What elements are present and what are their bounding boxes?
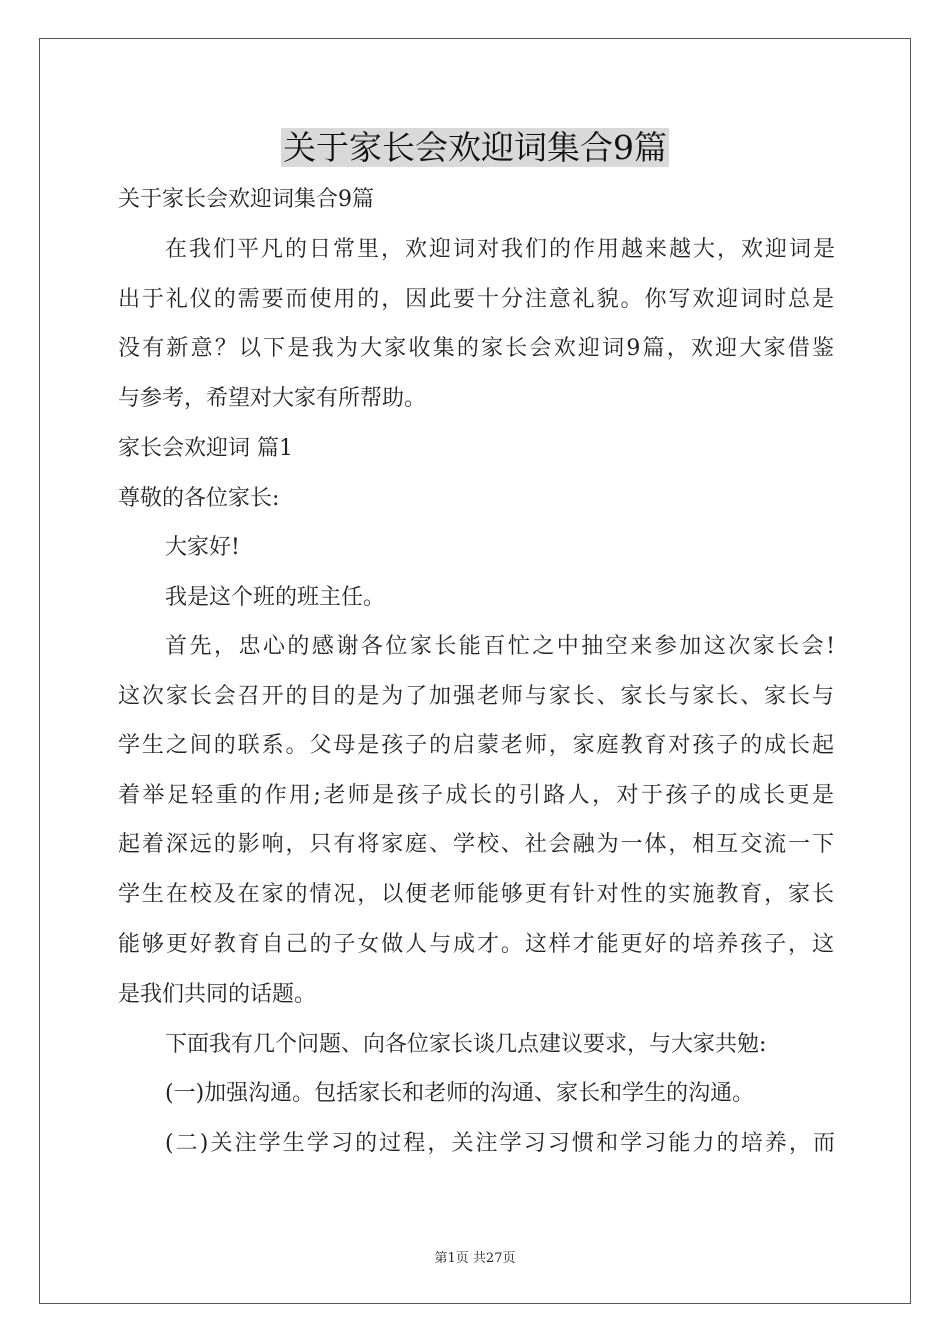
text-line: 是我们共同的话题。 [118, 982, 317, 1007]
text-line: 学生之间的联系。父母是孩子的启蒙老师，家庭教育对孩子的成长起 [118, 733, 834, 758]
text-line: 首先，忠心的感谢各位家长能百忙之中抽空来参加这次家长会! [165, 634, 835, 659]
subtitle-line: 关于家长会欢迎词集合9篇 [118, 187, 374, 212]
text-line: 起着深远的影响，只有将家庭、学校、社会融为一体，相互交流一下 [118, 832, 834, 857]
section-heading: 家长会欢迎词 篇1 [118, 436, 293, 461]
page-border [39, 38, 911, 1304]
text-line: 没有新意？以下是我为大家收集的家长会欢迎词9篇，欢迎大家借鉴 [118, 336, 834, 361]
text-line: 出于礼仪的需要而使用的，因此要十分注意礼貌。你写欢迎词时总是 [118, 287, 834, 312]
salutation: 尊敬的各位家长: [118, 486, 280, 511]
text-line: 能够更好教育自己的子女做人与成才。这样才能更好的培养孩子，这 [118, 932, 834, 957]
text-line: 这次家长会召开的目的是为了加强老师与家长、家长与家长、家长与 [118, 684, 834, 709]
text-line: 学生在校及在家的情况，以便老师能够更有针对性的实施教育，家长 [118, 882, 834, 907]
text-line: (一)加强沟通。包括家长和老师的沟通、家长和学生的沟通。 [165, 1081, 755, 1106]
text-line: 大家好! [165, 535, 240, 560]
text-line: 在我们平凡的日常里，欢迎词对我们的作用越来越大，欢迎词是 [165, 237, 835, 262]
text-line: 下面我有几个问题、向各位家长谈几点建议要求，与大家共勉: [165, 1032, 767, 1057]
text-line: (二)关注学生学习的过程，关注学习习惯和学习能力的培养，而 [165, 1131, 835, 1156]
document-title [0, 127, 950, 169]
text-line: 与参考，希望对大家有所帮助。 [118, 386, 427, 411]
document-title-text: 关于家长会欢迎词集合9篇 [283, 128, 667, 167]
text-line: 着举足轻重的作用;老师是孩子成长的引路人，对于孩子的成长更是 [118, 783, 834, 808]
page-footer: 第1页 共27页 [434, 1251, 516, 1266]
text-line: 我是这个班的班主任。 [165, 585, 386, 610]
